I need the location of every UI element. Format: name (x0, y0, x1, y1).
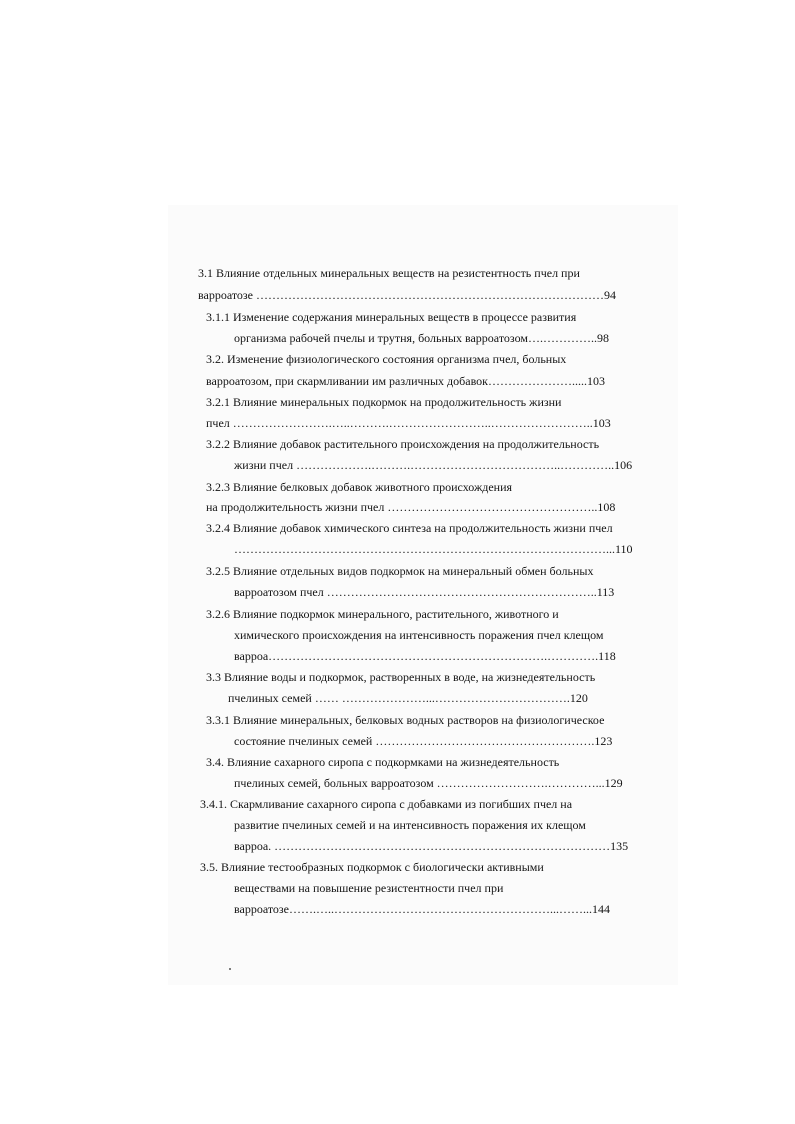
toc-line: развитие пчелиных семей и на интенсивность поражения их клещом (234, 818, 586, 832)
toc-line: 3.4. Влияние сахарного сиропа с подкормками на жизнедеятельность (206, 755, 560, 769)
toc-line: 3.5. Влияние тестообразных подкормок с биологически активными (200, 860, 544, 874)
toc-line: на продолжительность жизни пчел ……………………………………………..108 (206, 500, 616, 514)
toc-line: варроа…………………………………………………………….………….118 (234, 649, 616, 663)
toc-line: 3.2.5 Влияние отдельных видов подкормок на минеральный обмен больных (206, 564, 594, 578)
toc-line: 3.3 Влияние воды и подкормок, растворенных в воде, на жизнедеятельность (206, 670, 596, 684)
toc-line: 3.2.3 Влияние белковых добавок животного происхождения (206, 480, 513, 494)
toc-line: состояние пчелиных семей ……………………………………………….123 (234, 734, 613, 748)
toc-line: варроатозе…….…..………………………………………………...……...144 (234, 902, 611, 916)
toc-line: 3.2.2 Влияние добавок растительного происхождения на продолжительность (206, 437, 600, 451)
toc-line: …………………………………………………………………………………...110 (234, 542, 633, 556)
toc-line: 3.1.1 Изменение содержания минеральных веществ в процессе развития (206, 310, 577, 324)
toc-line: пчелиных семей …… …………………...…………………………….120 (228, 691, 588, 705)
toc-line: 3.4.1. Скармливание сахарного сиропа с добавками из погибших пчел на (200, 797, 573, 811)
toc-line: жизни пчел ……………….……….………………………………..…………..106 (234, 458, 633, 472)
toc-line: 3.2.4 Влияние добавок химического синтеза на продолжительность жизни пчел (206, 521, 613, 535)
toc-line: 3.2.1 Влияние минеральных подкормок на продолжительность жизни (206, 395, 562, 409)
toc-line: варроатозом пчел …………………………………………………………..113 (234, 585, 615, 599)
scan-speck (229, 968, 231, 970)
toc-line: химического происхождения на интенсивность поражения пчел клещом (234, 628, 604, 642)
toc-line: варроа. …………………………………………………………………………135 (234, 839, 629, 853)
toc-line: варроатозом, при скармливании им различных добавок………………….....103 (206, 374, 605, 388)
toc-line: варроатозе ……………………………………………………………………………94 (198, 288, 617, 302)
toc-line: пчел …………………….…..……….……………………..……………………..103 (206, 416, 611, 430)
toc-line: 3.3.1 Влияние минеральных, белковых водных растворов на физиологическое (206, 713, 605, 727)
toc-line: 3.2.6 Влияние подкормок минерального, растительного, животного и (206, 607, 559, 621)
toc-line: 3.1 Влияние отдельных минеральных веществ на резистентность пчел при (198, 266, 580, 280)
toc-line: 3.2. Изменение физиологического состояния организма пчел, больных (206, 352, 567, 366)
toc-line: пчелиных семей, больных варроатозом ……………………….…………...129 (234, 776, 623, 790)
toc-line: организма рабочей пчелы и трутня, больных варроатозом….…………..98 (234, 331, 609, 345)
toc-line: веществами на повышение резистентности пчел при (234, 881, 504, 895)
